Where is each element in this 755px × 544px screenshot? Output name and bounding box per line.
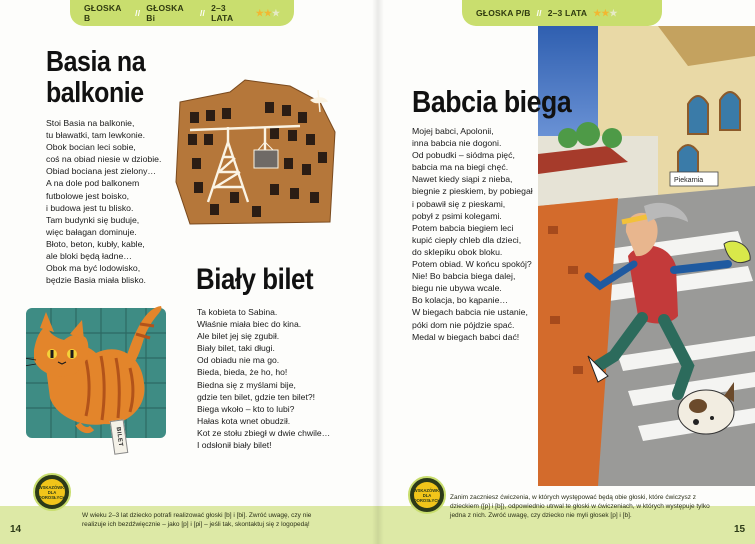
poem-line: gdzie ten bilet, gdzie ten bilet?! — [197, 391, 316, 402]
poem-line: ale bloki będą ładne… — [46, 251, 132, 262]
poem-title-line: balkonie — [46, 77, 144, 109]
poem-line: Tam budynki się buduje, — [46, 214, 140, 225]
ticket-text: BILET — [114, 426, 124, 448]
poem-line: Stoi Basia na balkonie, — [46, 118, 135, 128]
poem-line: futbolowe jest boisko, — [46, 190, 130, 201]
poem-title-babcia-biega: Babcia biega — [412, 84, 572, 119]
header-sound-bi: GŁOSKA Bi — [146, 3, 184, 23]
star-off: ★ — [609, 7, 618, 18]
difficulty-stars — [256, 8, 280, 19]
poem-line: Od pobudki – siódma pięć, — [412, 150, 515, 161]
header-separator: // — [135, 8, 141, 18]
poem-line: babcia ma na biegi chęć. — [412, 162, 509, 173]
page-number-left: 14 — [10, 524, 22, 535]
right-page — [378, 0, 755, 544]
poem-line: Bo kolacja, bo kąpanie… — [412, 295, 509, 306]
badge-inner — [39, 479, 65, 505]
book-spine — [372, 0, 384, 544]
construction-illustration — [170, 72, 345, 232]
poem-title-basia — [46, 47, 145, 109]
badge-inner — [414, 482, 440, 508]
poem-line: Nie! Bo babcia biega dalej, — [412, 271, 516, 282]
poem-line: biegnie z pieskiem, by pobiegał — [412, 186, 533, 197]
adult-tips-badge — [408, 476, 446, 514]
cat-illustration — [26, 298, 174, 448]
poem-line: biegu nie ubywa wcale. — [412, 283, 502, 294]
header-sound-pb: GŁOSKA P/B — [476, 8, 531, 18]
poem-line: Biega wkoło – kto to lubi? — [197, 403, 295, 414]
header-separator: // — [199, 8, 206, 18]
poem-line: i budowa jest tu blisko. — [46, 202, 134, 213]
poem-line: Obok ma być lodowisko, — [46, 263, 141, 274]
header-age: 2–3 LATA — [547, 8, 588, 18]
poem-line: Ale bilet jej się zgubił. — [197, 331, 280, 342]
poem-line: Błoto, beton, kubły, kable, — [46, 238, 145, 249]
poem-line: Hałas kota wnet obudził. — [197, 415, 291, 426]
poem-line: do sklepiku obok bloku. — [412, 246, 503, 257]
poem-line: póki dom nie pójdzie spać. — [412, 319, 515, 330]
poem-title-bialy-bilet: Biały bilet — [196, 263, 314, 296]
poem-line: będzie Basia miała blisko. — [46, 275, 146, 286]
poem-line: coś na obiad niesie w dziobie. — [46, 154, 162, 165]
poem-line: Nawet kiedy siąpi z nieba, — [412, 174, 513, 185]
poem-line: więc bałagan dominuje. — [46, 226, 137, 237]
poem-line: Obiad bociana jest zielony… — [46, 166, 157, 177]
poem-line: Bieda, bieda, że ho, ho! — [197, 367, 288, 378]
left-footer-text: W wieku 2–3 lat dziecko potrafi realizować głoski [b] i [bi]. Zwróć uwagę, czy nie realizuje ich bezdźwięcznie – jako [p] i [pi] – jeśli tak, skontaktuj się z logopedą! — [82, 512, 312, 528]
badge-line: DOROSŁYCH — [38, 494, 66, 500]
badge-line: WSKAZÓWKI — [38, 484, 66, 490]
shop-sign-text: Piekarnia — [674, 177, 704, 184]
poem-line: inna babcia nie dogoni. — [412, 138, 502, 149]
poem-line: Obok bocian leci sobie, — [46, 142, 136, 153]
star-off: ★ — [271, 7, 280, 18]
star-on: ★★ — [255, 7, 272, 18]
left-header-tab — [70, 0, 294, 26]
right-footer-text: Zanim zaczniesz ćwiczenia, w których występować będą obie głoski, które ćwiczysz z dzieckiem ([p] i [b]), odpowiednio utrwal te głoski w ćwiczeniach, w których występuje tylko jedna z nich. Zwróć uwagę, czy dziecko nie myli głosek [p] i [b]. — [450, 494, 710, 519]
poem-line: A na dole pod balkonem — [46, 178, 140, 189]
star-on: ★★ — [593, 7, 610, 18]
poem-title-line: Basia na — [46, 46, 146, 78]
poem-line: kupić ciepły chleb dla dzieci, — [412, 234, 522, 245]
poem-line: pobył z psimi kolegami. — [412, 210, 502, 221]
poem-line: Biały bilet, taki długi. — [197, 343, 275, 354]
badge-line: WSKAZÓWKI — [413, 487, 441, 493]
badge-line: DOROSŁYCH — [413, 497, 441, 503]
header-age: 2–3 LATA — [211, 3, 234, 23]
adult-tips-badge — [33, 473, 71, 511]
badge-line: DLA — [422, 492, 432, 498]
page-number-right: 15 — [734, 524, 746, 535]
header-separator: // — [536, 8, 542, 18]
poem-line: Od obiadu nie ma go. — [197, 355, 280, 366]
poem-line: Medal w biegach babci dać! — [412, 331, 520, 342]
poem-line: Biedna się z myślami bije, — [197, 379, 296, 390]
poem-line: I odsłonił biały bilet! — [197, 440, 272, 451]
poem-line: Potem obiad. W końcu spokój? — [412, 259, 532, 270]
poem-line: Potem babcia biegiem leci — [412, 222, 514, 233]
poem-line: i pobawił się z pieskami, — [412, 198, 506, 209]
right-header-tab — [462, 0, 662, 26]
badge-line: DLA — [47, 489, 57, 495]
poem-bilet-text — [197, 306, 330, 451]
poem-line: Ta kobieta to Sabina. — [197, 307, 278, 317]
poem-line: Właśnie miała biec do kina. — [197, 319, 302, 330]
poem-line: Mojej babci, Apolonii, — [412, 126, 494, 136]
poem-line: Kot ze stołu zbiegł w dwie chwile… — [197, 427, 331, 438]
poem-line: W biegach babcia nie ustanie, — [412, 307, 528, 318]
poem-babcia-text — [412, 125, 533, 343]
header-sound-b: GŁOSKA B — [84, 3, 122, 23]
difficulty-stars — [593, 8, 617, 19]
poem-basia-text — [46, 117, 161, 286]
poem-line: tu bławatki, tam lewkonie. — [46, 130, 145, 141]
